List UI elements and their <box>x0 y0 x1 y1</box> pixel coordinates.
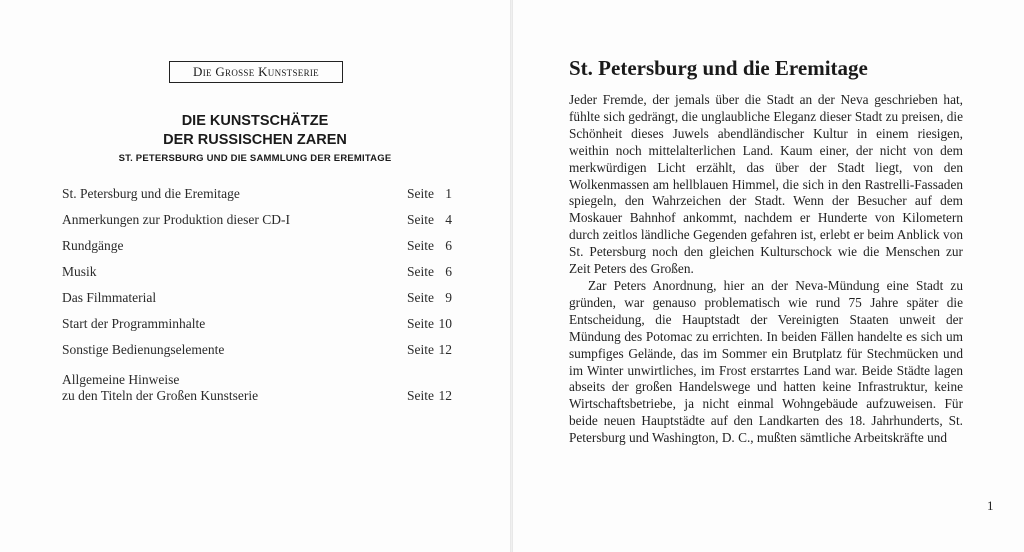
toc-page-word: Seite <box>407 264 434 279</box>
article-paragraph: Jeder Fremde, der jemals über die Stadt an der Neva geschrieben hat, fühlte sich gedrängt, die unglaubliche Eleganz dieser Stadt zu preisen, die Schönheit dieses Juwels abendländischer Kultur in einem riesigen, weithin noch mittelalterlichen Land. Kaum einer, der nicht von dem merkwürdigen Licht erzählt, das über der Stadt liegt, von den Wolkenmassen am hellblauen Himmel, die sich in den Rastrelli-Fassaden spiegeln, den Wahrzeichen der Stadt. Wenn der Besucher auf dem Moskauer Bahnhof ankommt, nachdem er Hunderte von Kilometern durch zeitlos ländliche Gegenden gefahren ist, erlebt er beim Anblick von St. Petersburg noch den gleichen Kulturschock wie die Menschen zur Zeit Peters des Großen. <box>569 92 963 277</box>
subtitle: ST. PETERSBURG UND DIE SAMMLUNG DER EREMITAGE <box>118 153 392 164</box>
toc-entry-title: St. Petersburg und die Eremitage <box>62 186 240 201</box>
toc-entry <box>62 238 457 254</box>
toc-page-word: Seite <box>407 238 434 253</box>
toc-entry <box>62 372 457 404</box>
article-paragraph: Zar Peters Anordnung, hier an der Neva-Mündung eine Stadt zu gründen, war genauso problematisch wie rund 75 Jahre später die Entscheidung, die Hauptstadt der Vereinigten Staaten unweit der Mündung des Potomac zu errichten. In beiden Fällen handelte es sich um sumpfiges Gelände, das im Sommer ein Brutplatz für Stechmücken und im Winter unwirtliches, im Frost erstarrtes Land war. Beide Städte lagen abseits der großen Handelswege und hatten keine Infrastruktur, keine Wirtschaftsbetriebe, ja nicht einmal Wohngebäude aufzuweisen. Für beide neuen Hauptstädte auf den Landkarten des 18. Jahrhunderts, St. Petersburg und Washington, D. C., mußten sämtliche Arbeitskräfte und <box>569 277 963 446</box>
toc-entry <box>62 290 457 306</box>
article-body <box>569 92 963 447</box>
series-label: Die Grosse Kunstserie <box>169 61 343 83</box>
toc-entry-title: Das Filmmaterial <box>62 290 157 305</box>
toc-entry-title-line-2: zu den Titeln der Großen Kunstserie <box>62 388 259 403</box>
toc-entry-title: Anmerkungen zur Produktion dieser CD-I <box>62 212 290 227</box>
toc-page-word: Seite <box>407 342 434 357</box>
toc-entry <box>62 186 457 202</box>
toc-entry-page <box>407 212 452 228</box>
left-page <box>0 0 511 552</box>
toc-page-word: Seite <box>407 290 434 305</box>
toc-page-number: 4 <box>445 212 452 227</box>
toc-entry-page <box>407 186 452 202</box>
toc-entry-page <box>407 316 452 332</box>
toc-entry-title: Musik <box>62 264 97 279</box>
main-title <box>110 112 400 150</box>
toc-entry <box>62 264 457 280</box>
toc-entry-title: Allgemeine Hinweise <box>62 372 180 387</box>
toc-page-word: Seite <box>407 212 434 227</box>
toc-entry <box>62 316 457 332</box>
toc-entry-page <box>407 290 452 306</box>
toc-page-number: 9 <box>445 290 452 305</box>
toc-entry-title: Rundgänge <box>62 238 124 253</box>
toc-page-word: Seite <box>407 186 434 201</box>
toc-page-number: 12 <box>438 342 452 357</box>
toc-page-number: 12 <box>438 388 452 403</box>
article-title: St. Petersburg und die Eremitage <box>569 56 868 80</box>
toc-page-word: Seite <box>407 316 434 331</box>
main-title-line-2: DER RUSSISCHEN ZAREN <box>163 132 347 148</box>
toc-page-number: 6 <box>445 264 452 279</box>
page-number: 1 <box>987 498 994 513</box>
main-title-line-1: DIE KUNSTSCHÄTZE <box>181 113 329 129</box>
toc-page-number: 6 <box>445 238 452 253</box>
right-page <box>513 0 1024 552</box>
toc-entry-title: Sonstige Bedienungselemente <box>62 342 225 357</box>
toc-entry-page <box>407 238 452 254</box>
toc-entry-page <box>407 264 452 280</box>
toc-entry <box>62 342 457 358</box>
toc-page-number: 10 <box>438 316 452 331</box>
toc-entry <box>62 212 457 228</box>
toc-page-word: Seite <box>407 388 434 403</box>
toc-entry-page <box>407 342 452 358</box>
toc-page-number: 1 <box>445 186 452 201</box>
toc-entry-title: Start der Programminhalte <box>62 316 206 331</box>
toc-entry-page <box>407 388 452 404</box>
